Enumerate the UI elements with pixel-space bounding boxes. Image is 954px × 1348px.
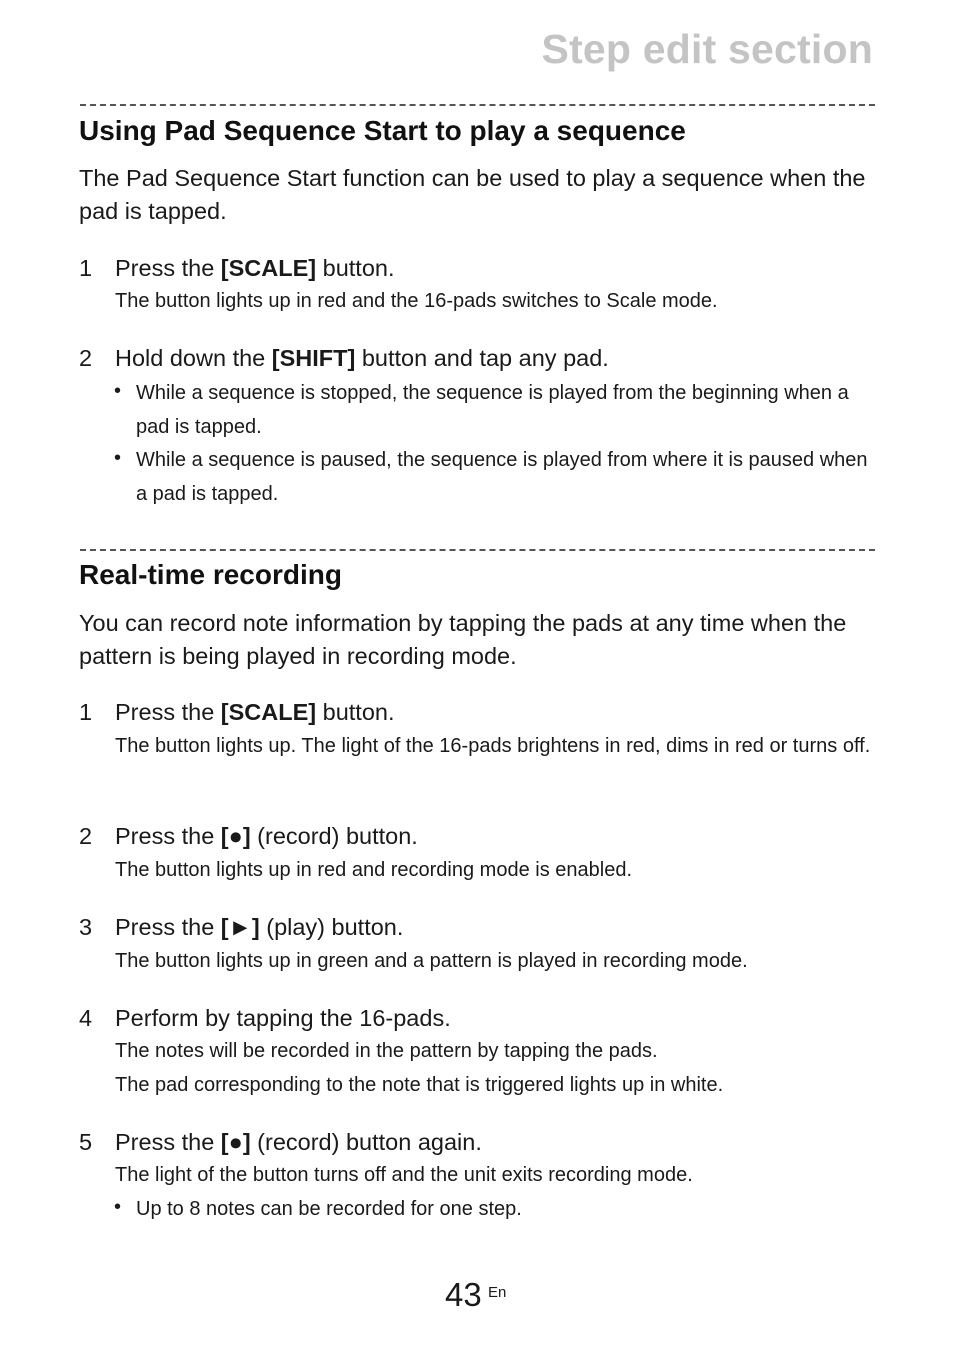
page-number: 43 xyxy=(445,1276,482,1313)
section-divider xyxy=(80,549,875,551)
play-button-name: [►] xyxy=(220,914,260,940)
step-instruction: Press the [●] (record) button again. xyxy=(115,1129,482,1155)
step-instruction: Perform by tapping the 16-pads. xyxy=(115,1005,451,1031)
bullet-text: While a sequence is paused, the sequence is played from where it is paused when a pad is tapped. xyxy=(136,449,868,505)
step-number: 1 xyxy=(79,699,93,725)
section-divider xyxy=(80,104,875,106)
step-number: 1 xyxy=(79,255,93,281)
record-button-name: [●] xyxy=(220,1129,251,1155)
record-button-name: [●] xyxy=(220,823,251,849)
step-number: 2 xyxy=(79,345,93,371)
step-note: The button lights up in red and the 16-pads switches to Scale mode. xyxy=(115,290,718,312)
step-number: 2 xyxy=(79,823,93,849)
bullet-glyph: • xyxy=(114,447,122,469)
step-instruction: Press the [SCALE] button. xyxy=(115,255,395,281)
step-note: The button lights up in red and recording mode is enabled. xyxy=(115,859,633,881)
step-number: 3 xyxy=(79,914,93,940)
section-heading: Using Pad Sequence Start to play a sequence xyxy=(79,115,686,146)
page-header-title: Step edit section xyxy=(541,26,873,72)
button-name: [SHIFT] xyxy=(271,345,356,371)
section-heading: Real-time recording xyxy=(79,559,342,590)
step-note: The pad corresponding to the note that is triggered lights up in white. xyxy=(115,1074,724,1096)
section-intro: The Pad Sequence Start function can be used to play a sequence when the pad is tapped. xyxy=(79,165,866,224)
bullet-text: Up to 8 notes can be recorded for one step. xyxy=(136,1198,522,1220)
section-intro: You can record note information by tapping the pads at any time when the pattern is being played in recording mode. xyxy=(79,610,847,669)
step-note: The button lights up in green and a pattern is played in recording mode. xyxy=(115,950,748,972)
step-instruction: Press the [►] (play) button. xyxy=(115,914,404,940)
step-note: The notes will be recorded in the pattern by tapping the pads. xyxy=(115,1040,658,1062)
bullet-text: While a sequence is stopped, the sequence is played from the beginning when a pad is tapped. xyxy=(136,382,849,438)
step-note: The light of the button turns off and the unit exits recording mode. xyxy=(115,1164,693,1186)
bullet-glyph: • xyxy=(114,380,122,402)
step-note: The button lights up. The light of the 16-pads brightens in red, dims in red or turns off. xyxy=(115,735,871,757)
step-number: 4 xyxy=(79,1005,93,1031)
bullet-glyph: • xyxy=(114,1196,122,1218)
step-number: 5 xyxy=(79,1129,93,1155)
button-name: [SCALE] xyxy=(220,255,317,281)
step-instruction: Press the [SCALE] button. xyxy=(115,699,395,725)
step-instruction: Hold down the [SHIFT] button and tap any pad. xyxy=(115,345,609,371)
button-name: [SCALE] xyxy=(220,699,317,725)
page-language: En xyxy=(488,1284,507,1301)
step-instruction: Press the [●] (record) button. xyxy=(115,823,418,849)
